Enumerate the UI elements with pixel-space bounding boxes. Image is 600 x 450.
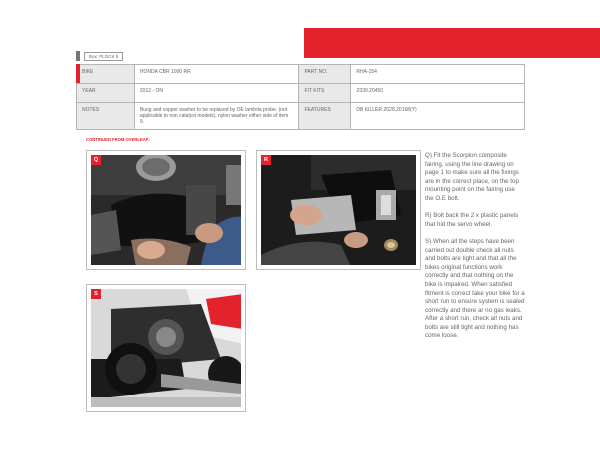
step-q: Q) Fit the Scorpion composite fairing, using the line drawing on page 1 to make sure all the fixings are in the correct place, on the top mounting point on the fairing use the O.E bolt.	[425, 152, 519, 202]
notes-label: NOTES	[77, 103, 135, 130]
table-row	[77, 103, 525, 130]
header-band	[304, 28, 600, 58]
fit-kits-value: Z039.20450	[351, 84, 525, 103]
part-no-value: RHA-154	[351, 65, 525, 84]
year-label: YEAR	[77, 84, 135, 103]
photo-r	[256, 150, 421, 270]
photo-q-image	[91, 155, 241, 265]
continued-label: CONTINUED FROM OVERLEAF:	[86, 137, 150, 142]
photo-s-illustration	[91, 289, 241, 407]
fit-kits-label: FIT KITS	[299, 84, 351, 103]
table-row	[77, 84, 525, 103]
table-row	[77, 65, 525, 84]
features-value: DB KILLER Z028.20168(Y)	[351, 103, 525, 130]
photo-s	[86, 284, 246, 412]
photo-q-illustration	[91, 155, 241, 265]
photo-r-illustration	[261, 155, 416, 265]
photo-q-badge: Q	[91, 155, 101, 165]
step-r: R) Bolt back the 2 x plastic panels that hid the servo wheel.	[425, 212, 519, 228]
box-tag-label: Box: PLOCK 5	[84, 52, 123, 61]
spec-table	[76, 64, 525, 130]
photo-r-badge: R	[261, 155, 271, 165]
instructions	[425, 152, 525, 350]
table-accent-mark	[76, 64, 80, 83]
part-no-label: PART NO.	[299, 65, 351, 84]
box-tag-marker	[76, 51, 80, 61]
year-value: 2012 - ON	[134, 84, 299, 103]
features-label: FEATURES	[299, 103, 351, 130]
photo-s-badge: S	[91, 289, 101, 299]
box-tag	[76, 51, 123, 61]
page-title: FITTING INSTRUCTIONS 4/4	[485, 15, 590, 24]
step-s: S) When all the steps have been carried out double check all nuts and bolts are tight and that all the bikes original functions work correctly and that nothing on the bike is impaired. When satisfied fitment is correct take your bike for a short run to ensure system is sealed correctly and there ar no gas leaks. After a short run, check all nuts and bolts are still tight and nothing has come loose.	[425, 237, 525, 340]
photo-r-image	[261, 155, 416, 265]
photo-q	[86, 150, 246, 270]
bike-label: BIKE	[77, 65, 135, 84]
bike-value: HONDA CBR 1000 RR	[134, 65, 299, 84]
notes-value: Bung and copper washer to be replaced by OE lambda probe. (not applicable to non catalyst models), nylon washer either side of item 9.	[134, 103, 299, 130]
photo-s-image	[91, 289, 241, 407]
